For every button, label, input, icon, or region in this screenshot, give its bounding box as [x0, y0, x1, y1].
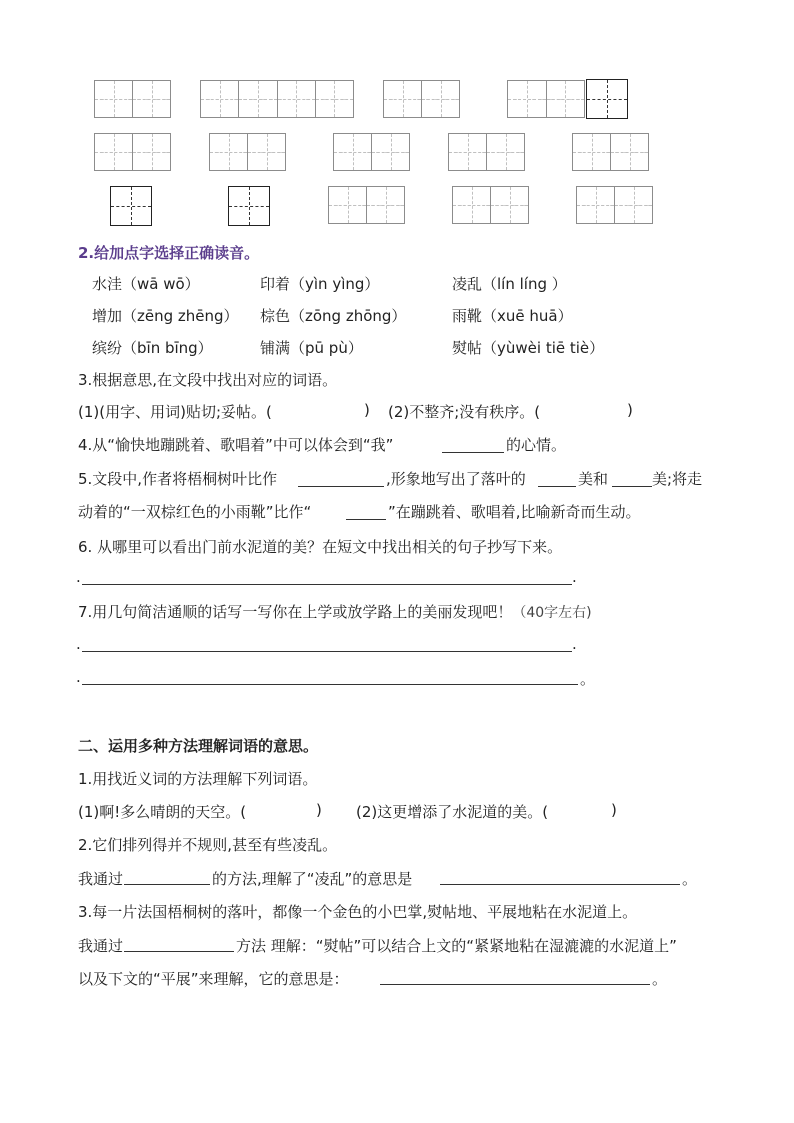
- char-box-single[interactable]: [586, 79, 628, 119]
- char-grid[interactable]: [576, 186, 653, 224]
- char-grid[interactable]: [94, 80, 171, 118]
- q4-pre: 4.从“愉快地蹦跳着、歌唱着”中可以体会到“我”: [78, 436, 394, 454]
- q2-option: 水洼（wā wō）: [92, 275, 200, 293]
- q2-option: 熨帖（yùwèi tiē tiè）: [452, 339, 605, 357]
- q4-post: 的心情。: [506, 436, 567, 454]
- q3-item2-end: ): [627, 401, 633, 419]
- q3-item2: (2)不整齐;没有秩序。(: [388, 403, 541, 421]
- q5-text: ,形象地写出了落叶的: [386, 470, 526, 488]
- char-box-single[interactable]: [228, 186, 270, 226]
- q2-option: 棕色（zōng zhōng）: [260, 307, 407, 325]
- q5-blank-2[interactable]: [538, 486, 576, 487]
- q3-item1: (1)(用字、用词)贴切;妥帖。(: [78, 403, 272, 421]
- s2-q1a-end: ): [316, 801, 322, 819]
- s2-q2: 2.它们排列得并不规则,甚至有些凌乱。: [78, 836, 338, 854]
- char-grid[interactable]: [383, 80, 460, 118]
- char-grid[interactable]: [328, 186, 405, 224]
- s2-q1b: (2)这更增添了水泥道的美。(: [356, 803, 549, 821]
- char-grid[interactable]: [448, 133, 525, 171]
- q5-text: 动着的“一双棕红色的小雨靴”比作“: [78, 503, 312, 521]
- q5-text: ”在蹦跳着、歌唱着,比喻新奇而生动。: [388, 503, 641, 521]
- char-grid[interactable]: [94, 133, 171, 171]
- char-box-single[interactable]: [110, 186, 152, 226]
- q7-dot: .: [76, 668, 81, 686]
- q2-option: 雨靴（xuē huā）: [452, 307, 573, 325]
- q2-option: 凌乱（lín líng ）: [452, 275, 567, 293]
- q7-end: 。: [580, 670, 596, 688]
- char-grid[interactable]: [209, 133, 286, 171]
- char-grid[interactable]: [333, 133, 410, 171]
- q7-note: （40字左右): [512, 605, 592, 621]
- q2-option: 缤纷（bīn bīng）: [92, 339, 213, 357]
- q7-title-text: 7.用几句简洁通顺的话写一写你在上学或放学路上的美丽发现吧！: [78, 603, 513, 621]
- s2-q1b-end: ): [611, 801, 617, 819]
- s2-q2c: 。: [682, 870, 698, 888]
- s2-q3-blank-2[interactable]: [380, 984, 650, 985]
- q2-option: 铺满（pū pù）: [260, 339, 363, 357]
- s2-q3c: 以及下文的“平展”来理解，它的意思是：: [78, 970, 349, 988]
- char-grid[interactable]: [507, 80, 585, 118]
- q6-end: .: [572, 568, 577, 586]
- q7-answer-line[interactable]: [82, 651, 572, 652]
- q4-blank[interactable]: [442, 452, 504, 453]
- q5-blank-3[interactable]: [612, 486, 652, 487]
- q3-title: 3.根据意思,在文段中找出对应的词语。: [78, 371, 338, 389]
- q3-item1-end: ): [364, 401, 370, 419]
- s2-q3: 3.每一片法国梧桐树的落叶，都像一个金色的小巴掌,熨帖地、平展地粘在水泥道上。: [78, 903, 638, 921]
- q7-title: [78, 601, 592, 622]
- q6-title: 6. 从哪里可以看出门前水泥道的美？在短文中找出相关的句子抄写下来。: [78, 538, 563, 556]
- q7-end: .: [572, 635, 577, 653]
- q5-text: 5.文段中,作者将梧桐树叶比作: [78, 470, 278, 488]
- q2-option: 印着（yìn yìng）: [260, 275, 380, 293]
- char-grid[interactable]: [452, 186, 529, 224]
- q7-answer-line[interactable]: [82, 684, 578, 685]
- q7-dot: .: [76, 635, 81, 653]
- q5-blank-1[interactable]: [298, 486, 384, 487]
- q2-option: 增加（zēng zhēng）: [92, 307, 239, 325]
- s2-q3b: 方法 理解：“熨帖”可以结合上文的“紧紧地粘在湿漉漉的水泥道上”: [236, 937, 677, 955]
- s2-q1a: (1)啊!多么晴朗的天空。(: [78, 803, 247, 821]
- s2-q1: 1.用找近义词的方法理解下列词语。: [78, 770, 318, 788]
- s2-q2a: 我通过: [78, 870, 124, 888]
- s2-q2-blank-2[interactable]: [440, 884, 680, 885]
- s2-q3d: 。: [652, 970, 668, 988]
- q6-dot: .: [76, 568, 81, 586]
- s2-q3-blank-1[interactable]: [124, 951, 234, 952]
- q5-text: 美和: [578, 470, 609, 488]
- s2-q2-blank-1[interactable]: [124, 884, 210, 885]
- section2-title: 二、运用多种方法理解词语的意思。: [78, 737, 319, 755]
- q6-answer-line[interactable]: [82, 584, 572, 585]
- char-grid[interactable]: [200, 80, 354, 118]
- s2-q3a: 我通过: [78, 937, 124, 955]
- q5-text: 美;将走: [652, 470, 703, 488]
- q5-blank-4[interactable]: [346, 519, 386, 520]
- char-grid[interactable]: [572, 133, 649, 171]
- q2-title: 2.给加点字选择正确读音。: [78, 244, 260, 262]
- s2-q2b: 的方法,理解了“凌乱”的意思是: [212, 870, 413, 888]
